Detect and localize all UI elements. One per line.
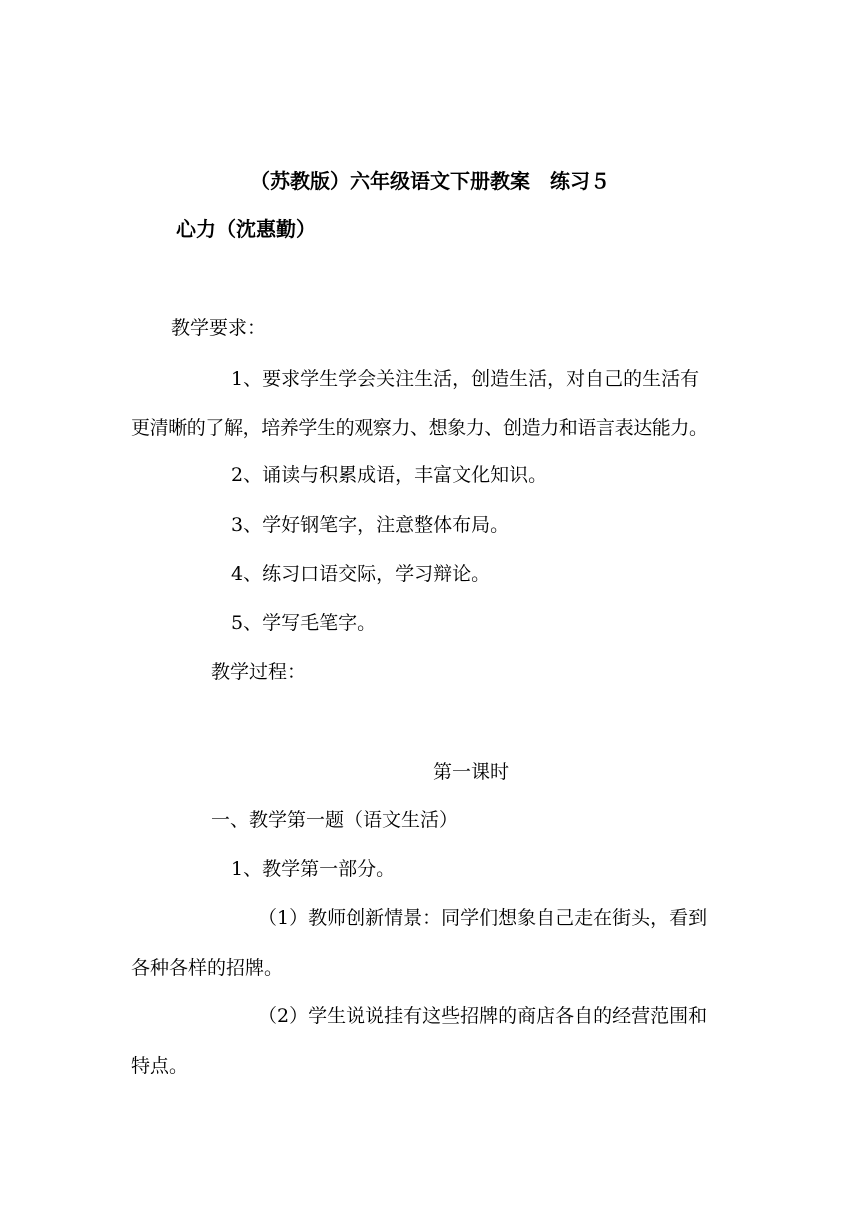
requirement-1-line1: 1、要求学生学会关注生活，创造生活，对自己的生活有 xyxy=(231,368,700,390)
lesson-title: 第一课时 xyxy=(433,761,510,783)
section-1-heading: 一、教学第一题（语文生活） xyxy=(211,809,459,831)
requirement-3: 3、学好钢笔字，注意整体布局。 xyxy=(231,514,510,536)
requirement-2: 2、诵读与积累成语，丰富文化知识。 xyxy=(231,464,548,486)
step-2-line1: （2）学生说说挂有这些招牌的商店各自的经营范围和 xyxy=(258,1005,708,1027)
step-2-line2: 特点。 xyxy=(131,1055,189,1077)
step-1-line2: 各种各样的招牌。 xyxy=(131,957,284,979)
requirement-5: 5、学写毛笔字。 xyxy=(231,612,377,634)
document-title: （苏教版）六年级语文下册教案 练习５ xyxy=(250,169,610,193)
part-1-heading: 1、教学第一部分。 xyxy=(231,858,396,880)
step-1-line1: （1）教师创新情景：同学们想象自己走在街头，看到 xyxy=(258,907,708,929)
process-heading: 教学过程： xyxy=(211,661,307,683)
document-author: 心力（沈惠勤） xyxy=(176,217,316,241)
requirement-4: 4、练习口语交际，学习辩论。 xyxy=(231,563,491,585)
requirements-heading: 教学要求： xyxy=(171,317,267,339)
requirement-1-line2: 更清晰的了解，培养学生的观察力、想象力、创造力和语言表达能力。 xyxy=(131,417,708,439)
